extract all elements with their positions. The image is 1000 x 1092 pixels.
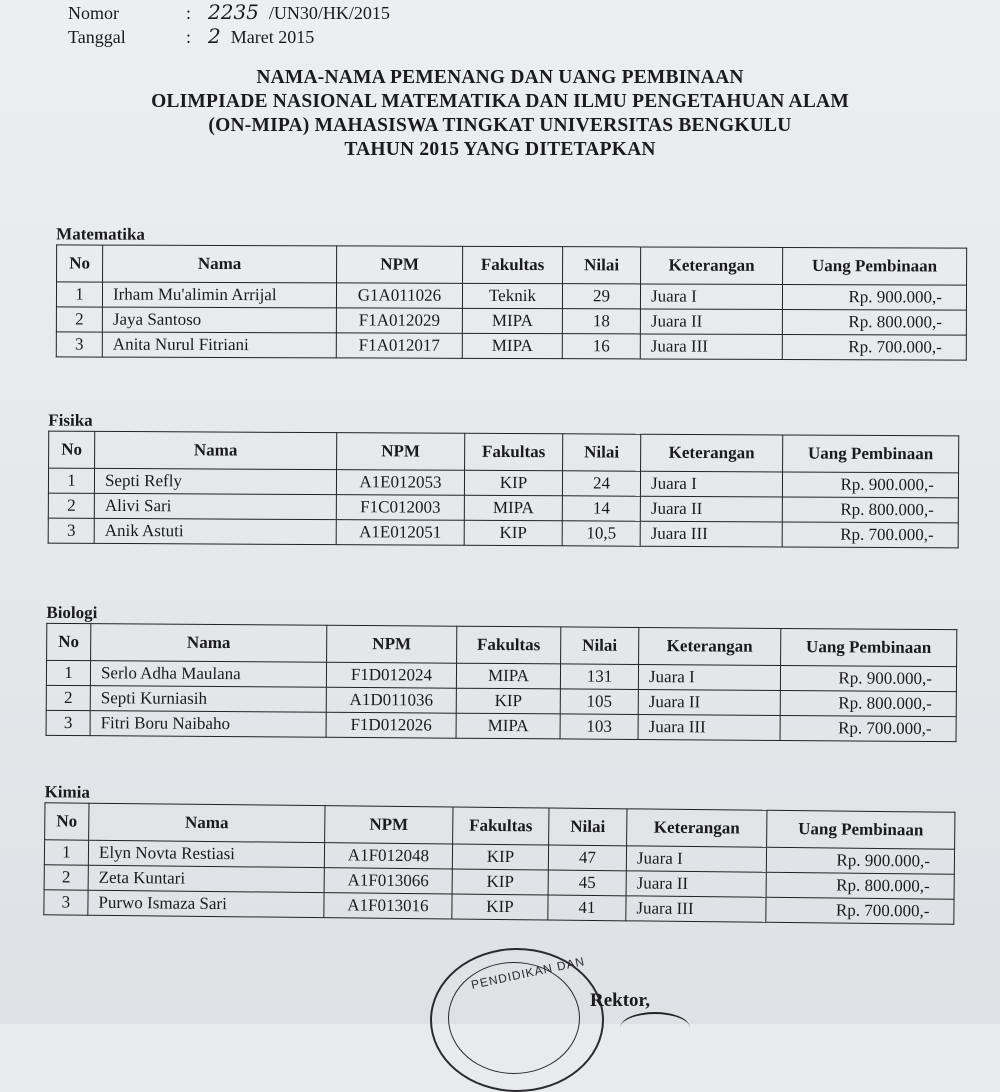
cell-npm: F1D012024 bbox=[326, 662, 456, 688]
cell-uang: Rp. 700.000,- bbox=[782, 522, 958, 548]
cell-fakultas: Teknik bbox=[462, 283, 562, 308]
cell-no: 1 bbox=[56, 282, 102, 307]
section-label: Kimia bbox=[44, 782, 91, 802]
cell-no: 2 bbox=[46, 685, 90, 710]
title-line-2: OLIMPIADE NASIONAL MATEMATIKA DAN ILMU PENGETAHUAN ALAM bbox=[151, 91, 849, 112]
col-nilai: Nilai bbox=[563, 247, 641, 284]
cell-keterangan: Juara I bbox=[626, 846, 766, 872]
cell-nilai: 131 bbox=[560, 664, 638, 690]
col-fakultas: Fakultas bbox=[453, 807, 549, 845]
section-fisika bbox=[48, 411, 960, 549]
cell-keterangan: Juara I bbox=[640, 471, 782, 497]
cell-uang: Rp. 800.000,- bbox=[766, 872, 954, 899]
nomor-label: Nomor bbox=[68, 3, 119, 23]
cell-uang: Rp. 800.000,- bbox=[782, 309, 966, 335]
cell-uang: Rp. 900.000,- bbox=[780, 665, 956, 691]
cell-keterangan: Juara II bbox=[640, 496, 782, 522]
col-no: No bbox=[49, 431, 95, 468]
cell-nama: Anik Astuti bbox=[94, 518, 336, 544]
letter-date bbox=[68, 24, 314, 48]
cell-npm: A1F012048 bbox=[324, 843, 452, 869]
cell-nilai: 47 bbox=[548, 845, 626, 871]
cell-keterangan: Juara III bbox=[640, 334, 782, 359]
col-uang: Uang Pembinaan bbox=[783, 247, 967, 285]
cell-no: 3 bbox=[46, 710, 90, 735]
signature-mark bbox=[620, 1012, 690, 1044]
cell-nama: Purwo Ismaza Sari bbox=[88, 890, 324, 917]
cell-uang: Rp. 700.000,- bbox=[782, 334, 966, 360]
tanggal-colon: : bbox=[186, 27, 192, 47]
stamp-text: PENDIDIKAN DAN bbox=[469, 954, 587, 992]
col-uang: Uang Pembinaan bbox=[781, 628, 957, 666]
cell-uang: Rp. 800.000,- bbox=[780, 690, 956, 716]
cell-no: 3 bbox=[56, 332, 102, 357]
col-no: No bbox=[57, 245, 103, 282]
cell-nama: Fitri Boru Naibaho bbox=[90, 711, 326, 738]
cell-keterangan: Juara III bbox=[640, 521, 782, 547]
tanggal-label: Tanggal bbox=[68, 27, 126, 47]
cell-no: 1 bbox=[46, 660, 90, 685]
cell-keterangan: Juara I bbox=[640, 284, 782, 309]
cell-nilai: 45 bbox=[548, 870, 626, 896]
cell-uang: Rp. 800.000,- bbox=[782, 497, 958, 523]
cell-fakultas: KIP bbox=[452, 869, 548, 895]
cell-npm: A1F013016 bbox=[324, 893, 452, 919]
cell-fakultas: KIP bbox=[456, 688, 560, 714]
cell-fakultas: MIPA bbox=[456, 713, 560, 739]
cell-keterangan: Juara III bbox=[638, 714, 780, 740]
nomor-value: /UN30/HK/2015 bbox=[268, 3, 390, 23]
col-no: No bbox=[45, 803, 89, 840]
col-keterangan: Keterangan bbox=[627, 809, 767, 847]
cell-npm: F1A012029 bbox=[336, 308, 462, 333]
section-kimia bbox=[43, 782, 955, 925]
cell-nilai: 10,5 bbox=[562, 521, 640, 546]
cell-uang: Rp. 900.000,- bbox=[782, 472, 958, 498]
col-nilai: Nilai bbox=[563, 434, 641, 471]
col-keterangan: Keterangan bbox=[641, 247, 783, 284]
col-nama: Nama bbox=[95, 431, 337, 469]
tanggal-handwritten: 2 bbox=[208, 24, 221, 48]
table-header-row bbox=[57, 245, 967, 285]
winners-table bbox=[56, 244, 967, 360]
cell-fakultas: KIP bbox=[464, 470, 562, 496]
table-row bbox=[56, 332, 966, 360]
col-keterangan: Keterangan bbox=[641, 434, 783, 472]
cell-npm: F1C012003 bbox=[336, 495, 464, 521]
cell-npm: A1D011036 bbox=[326, 687, 456, 713]
cell-fakultas: KIP bbox=[452, 894, 548, 920]
cell-nilai: 24 bbox=[562, 471, 640, 496]
cell-fakultas: MIPA bbox=[462, 333, 562, 358]
cell-nama: Septi Refly bbox=[94, 468, 336, 494]
col-npm: NPM bbox=[327, 625, 457, 663]
cell-uang: Rp. 900.000,- bbox=[782, 284, 966, 310]
table-header-row bbox=[49, 431, 959, 473]
cell-nilai: 16 bbox=[562, 334, 640, 359]
col-uang: Uang Pembinaan bbox=[783, 435, 959, 473]
cell-npm: A1E012053 bbox=[336, 470, 464, 496]
table-header-row bbox=[47, 623, 957, 666]
col-fakultas: Fakultas bbox=[457, 626, 561, 664]
table-row bbox=[46, 710, 956, 741]
letter-number bbox=[68, 0, 390, 24]
nomor-handwritten: 2235 bbox=[208, 0, 259, 24]
cell-no: 1 bbox=[44, 840, 88, 865]
col-uang: Uang Pembinaan bbox=[767, 810, 955, 849]
cell-nama: Anita Nurul Fitriani bbox=[102, 332, 336, 358]
col-fakultas: Fakultas bbox=[465, 433, 563, 471]
table-row bbox=[56, 282, 966, 310]
cell-no: 3 bbox=[48, 518, 94, 543]
cell-nama: Septi Kurniasih bbox=[90, 686, 326, 713]
col-nama: Nama bbox=[91, 624, 327, 663]
cell-fakultas: MIPA bbox=[464, 495, 562, 521]
cell-keterangan: Juara II bbox=[640, 309, 782, 334]
col-npm: NPM bbox=[325, 806, 453, 844]
cell-no: 2 bbox=[44, 865, 88, 890]
cell-fakultas: KIP bbox=[464, 520, 562, 546]
cell-fakultas: KIP bbox=[452, 844, 548, 870]
col-nilai: Nilai bbox=[561, 627, 639, 665]
cell-nama: Jaya Santoso bbox=[102, 307, 336, 333]
col-keterangan: Keterangan bbox=[639, 627, 781, 665]
cell-no: 2 bbox=[48, 493, 94, 518]
cell-no: 2 bbox=[56, 307, 102, 332]
tanggal-value: Maret 2015 bbox=[230, 27, 315, 47]
cell-nama: Serlo Adha Maulana bbox=[90, 661, 326, 688]
cell-nama: Irham Mu'alimin Arrijal bbox=[102, 282, 336, 308]
cell-npm: G1A011026 bbox=[336, 283, 462, 308]
section-label: Biologi bbox=[46, 602, 98, 623]
cell-keterangan: Juara III bbox=[626, 896, 766, 922]
col-nama: Nama bbox=[103, 245, 337, 283]
cell-uang: Rp. 700.000,- bbox=[766, 897, 954, 924]
col-nilai: Nilai bbox=[549, 808, 627, 846]
cell-fakultas: MIPA bbox=[462, 308, 562, 333]
cell-keterangan: Juara II bbox=[626, 871, 766, 897]
cell-nilai: 41 bbox=[548, 895, 626, 921]
cell-uang: Rp. 900.000,- bbox=[766, 847, 954, 874]
col-nama: Nama bbox=[89, 803, 325, 842]
section-biologi bbox=[46, 603, 958, 742]
cell-keterangan: Juara II bbox=[638, 689, 780, 715]
col-npm: NPM bbox=[337, 433, 465, 471]
cell-nilai: 105 bbox=[560, 689, 638, 715]
cell-nama: Alivi Sari bbox=[94, 493, 336, 519]
section-matematika bbox=[56, 224, 967, 360]
table-row bbox=[56, 307, 966, 335]
cell-npm: F1A012017 bbox=[336, 333, 462, 358]
cell-nilai: 29 bbox=[562, 284, 640, 309]
nomor-colon: : bbox=[186, 3, 192, 23]
col-no: No bbox=[47, 623, 91, 660]
winners-table bbox=[43, 802, 955, 925]
title-line-4: TAHUN 2015 YANG DITETAPKAN bbox=[344, 139, 656, 160]
cell-nilai: 18 bbox=[562, 309, 640, 334]
cell-no: 3 bbox=[44, 890, 88, 915]
cell-uang: Rp. 700.000,- bbox=[780, 715, 956, 741]
title-line-1: NAMA-NAMA PEMENANG DAN UANG PEMBINAAN bbox=[256, 67, 744, 88]
title-line-3: (ON-MIPA) MAHASISWA TINGKAT UNIVERSITAS BENGKULU bbox=[208, 115, 792, 136]
cell-npm: A1F013066 bbox=[324, 868, 452, 894]
cell-keterangan: Juara I bbox=[638, 664, 780, 690]
rektor-label: Rektor, bbox=[590, 990, 650, 1011]
document-title bbox=[0, 66, 1000, 162]
cell-nama: Zeta Kuntari bbox=[88, 865, 324, 892]
table-row bbox=[48, 518, 958, 548]
cell-npm: F1D012026 bbox=[326, 712, 456, 738]
cell-nama: Elyn Novta Restiasi bbox=[88, 840, 324, 867]
cell-npm: A1E012051 bbox=[336, 520, 464, 546]
col-npm: NPM bbox=[337, 246, 463, 283]
section-label: Fisika bbox=[48, 410, 93, 430]
winners-table bbox=[48, 431, 960, 549]
cell-nilai: 14 bbox=[562, 496, 640, 521]
cell-fakultas: MIPA bbox=[456, 663, 560, 689]
cell-nilai: 103 bbox=[560, 714, 638, 740]
winners-table bbox=[46, 623, 958, 742]
col-fakultas: Fakultas bbox=[463, 246, 563, 283]
cell-no: 1 bbox=[48, 468, 94, 493]
section-label: Matematika bbox=[56, 224, 145, 244]
